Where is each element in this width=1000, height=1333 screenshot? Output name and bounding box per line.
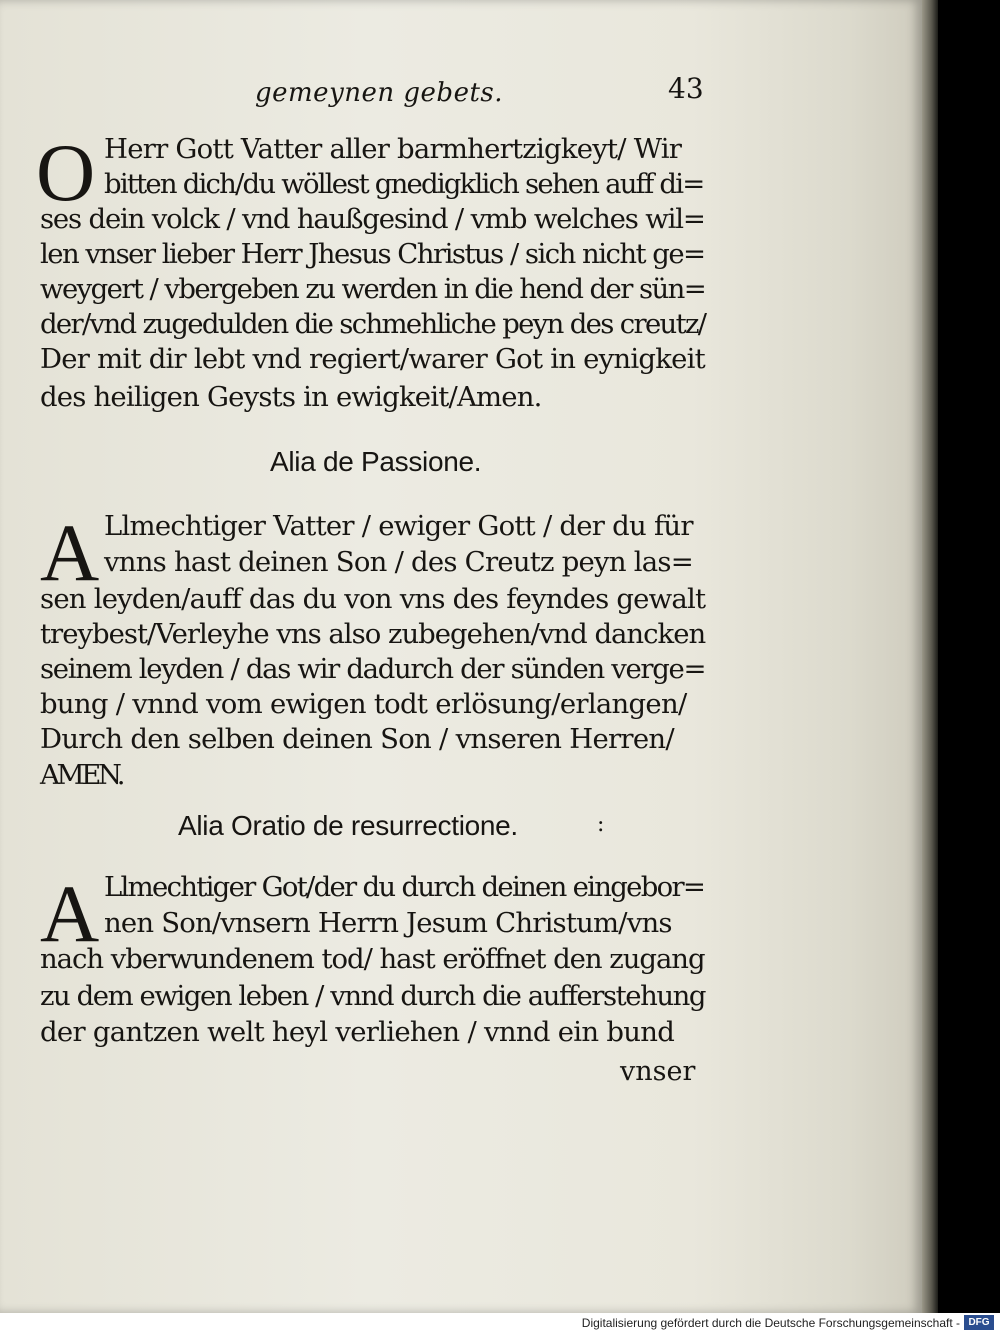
- text-line: seinem leyden / das wir dadurch der sünden verge=: [40, 653, 706, 685]
- text-line: sen leyden/auff das du von vns des feyndes gewalt: [40, 583, 706, 615]
- page-edge-shadow: [922, 0, 938, 1313]
- text-line: des heiligen Geysts in ewigkeit/Amen.: [40, 381, 542, 413]
- text-line: bung / vnnd vom ewigen todt erlösung/erlangen/: [40, 688, 687, 720]
- text-line: Llmechtiger Vatter / ewiger Gott / der du für: [104, 510, 693, 542]
- text-line: treybest/Verleyhe vns also zubegehen/vnd dancken: [40, 618, 706, 650]
- text-line: weygert / vbergeben zu werden in die hend der sün=: [40, 273, 706, 305]
- page-number: 43: [668, 72, 704, 105]
- dfg-logo[interactable]: DFG: [964, 1315, 994, 1330]
- printer-mark: :: [597, 812, 605, 837]
- text-line: der gantzen welt heyl verliehen / vnnd ein bund: [40, 1016, 675, 1048]
- text-line: Durch den selben deinen Son / vnseren Herren/: [40, 723, 674, 755]
- text-line: len vnser lieber Herr Jhesus Christus / sich nicht ge=: [40, 238, 705, 270]
- text-line: Herr Gott Vatter aller barmhertzigkeyt/ Wir: [104, 133, 682, 165]
- text-line: der/vnd zugedulden die schmehliche peyn des creutz/: [40, 308, 706, 340]
- footer-bar: [0, 1313, 1000, 1333]
- drop-cap: A: [40, 507, 100, 598]
- text-line: Der mit dir lebt vnd regiert/warer Got in eynigkeit: [40, 343, 705, 375]
- text-line: vnns hast deinen Son / des Creutz peyn las=: [104, 546, 693, 578]
- text-line: bitten dich/du wöllest gnedigklich sehen auff di=: [104, 168, 704, 200]
- drop-cap: A: [40, 868, 100, 959]
- text-line: ses dein volck / vnd haußgesind / vmb welches wil=: [40, 203, 705, 235]
- text-line: Llmechtiger Got/der du durch deinen eingebor=: [104, 871, 705, 903]
- text-line: nach vberwundenem tod/ hast eröffnet den zugang: [40, 943, 705, 975]
- running-head: gemeynen gebets.: [255, 78, 504, 108]
- drop-cap: O: [36, 127, 96, 218]
- section-heading: Alia de Passione.: [270, 446, 482, 477]
- text-line: AMEN.: [40, 759, 123, 791]
- text-line: zu dem ewigen leben / vnnd durch die aufferstehung: [40, 980, 706, 1012]
- section-heading: Alia Oratio de resurrectione.: [178, 810, 518, 841]
- text-line: nen Son/vnsern Herrn Jesum Christum/vns: [104, 907, 672, 939]
- catchword: vnser: [620, 1056, 696, 1087]
- funding-notice: Digitalisierung gefördert durch die Deutsche Forschungsgemeinschaft -: [581, 1316, 960, 1330]
